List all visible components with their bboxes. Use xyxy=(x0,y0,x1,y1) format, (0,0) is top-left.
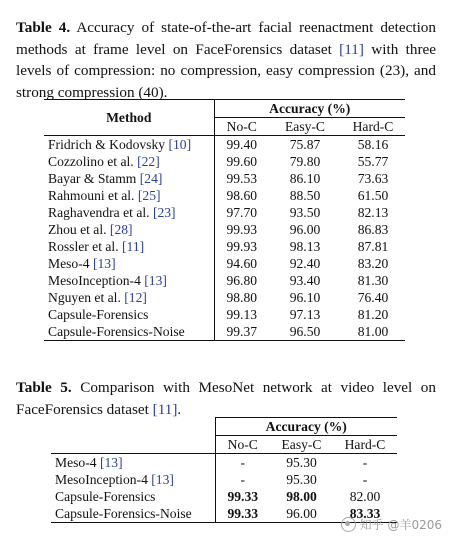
method-name: MesoInception-4 xyxy=(55,472,148,487)
value-cell: 96.50 xyxy=(269,323,341,341)
value-cell: 82.13 xyxy=(357,205,389,220)
table-row xyxy=(51,454,397,472)
citation-link[interactable]: [13] xyxy=(144,273,167,288)
table-row xyxy=(44,238,405,255)
table5-caption-text: Comparison with MesoNet network at video level on FaceForensics dataset xyxy=(16,379,436,418)
value-cell: 61.50 xyxy=(357,188,389,203)
method-name: Rahmouni et al. xyxy=(48,188,135,203)
value-cell: 93.50 xyxy=(289,205,321,220)
table-row xyxy=(44,187,405,204)
table5-label: Table 5. xyxy=(16,379,72,396)
method-cell xyxy=(44,153,214,170)
table4-col-header: Hard-C xyxy=(341,118,405,136)
value-cell: 98.00 xyxy=(286,489,317,504)
table4-col-header: Easy-C xyxy=(269,118,341,136)
method-name: MesoInception-4 xyxy=(48,273,141,288)
value-cell: 97.13 xyxy=(289,307,321,322)
method-name: Cozzolino et al. xyxy=(48,154,134,169)
table5 xyxy=(51,417,397,523)
citation-link[interactable]: [13] xyxy=(99,455,123,470)
value-cell: 55.77 xyxy=(357,154,389,169)
value-cell: 79.80 xyxy=(289,154,321,169)
value-cell: 96.80 xyxy=(214,272,269,289)
method-name: Rossler et al. xyxy=(48,239,119,254)
method-name: Bayar & Stamm xyxy=(48,171,137,186)
watermark xyxy=(341,516,442,533)
table-row xyxy=(44,289,405,306)
value-cell: 99.33 xyxy=(215,488,270,505)
value-cell: 99.37 xyxy=(214,323,269,341)
table4-caption-text: Accuracy of state-of-the-art facial reenactment detection methods at frame level on FaceForensics dataset xyxy=(16,19,436,58)
method-cell xyxy=(51,505,215,523)
method-name: Zhou et al. xyxy=(48,222,107,237)
table5-empty-subheader xyxy=(51,436,215,454)
table4-caption-tail: with three levels of compression: no compression, easy compression (23), and strong compression (40). xyxy=(16,40,437,101)
table-row xyxy=(44,323,405,341)
value-cell: 99.60 xyxy=(214,153,269,170)
table5-col-header: No-C xyxy=(215,436,270,454)
value-cell: 94.60 xyxy=(214,255,269,272)
table-row xyxy=(44,170,405,187)
value-cell: 93.40 xyxy=(289,273,321,288)
table5-accuracy-header: Accuracy (%) xyxy=(215,418,397,436)
table5-caption-end: . xyxy=(177,400,182,418)
zhihu-logo-icon xyxy=(341,517,356,532)
table4-col-header: No-C xyxy=(214,118,269,136)
value-cell: 99.33 xyxy=(215,505,270,523)
method-name: Meso-4 xyxy=(55,455,97,470)
method-cell xyxy=(44,170,214,187)
citation-link[interactable]: [11] xyxy=(122,239,145,254)
citation-link[interactable]: [13] xyxy=(151,472,174,487)
value-cell: 99.93 xyxy=(214,238,269,255)
table-row xyxy=(44,306,405,323)
value-cell: 83.33 xyxy=(333,505,397,523)
method-cell xyxy=(51,471,215,488)
citation-link[interactable]: [10] xyxy=(168,137,192,152)
value-cell: 81.20 xyxy=(357,307,389,322)
table-row xyxy=(51,488,397,505)
value-cell: 86.10 xyxy=(289,171,321,186)
value-cell: 96.10 xyxy=(289,290,321,305)
citation-link[interactable]: [25] xyxy=(137,188,161,203)
value-cell: 99.93 xyxy=(214,221,269,238)
table-row xyxy=(44,136,405,154)
value-cell: 81.30 xyxy=(357,273,389,288)
citation-link[interactable]: [24] xyxy=(139,171,163,186)
table4-caption-cite[interactable]: [11] xyxy=(339,40,364,58)
method-name: Fridrich & Kodovsky xyxy=(48,137,166,152)
value-cell: 99.13 xyxy=(214,306,269,323)
citation-link[interactable]: [13] xyxy=(92,256,116,271)
method-cell xyxy=(44,272,214,289)
method-cell xyxy=(44,187,214,204)
table-row xyxy=(51,471,397,488)
value-cell: 95.30 xyxy=(286,472,317,487)
value-cell: 98.60 xyxy=(214,187,269,204)
table4-label: Table 4. xyxy=(16,19,71,36)
table4-method-header: Method xyxy=(44,100,214,136)
value-cell: 98.80 xyxy=(214,289,269,306)
method-name: Meso-4 xyxy=(48,256,90,271)
method-name: Raghavendra et al. xyxy=(48,205,150,220)
value-cell: 95.30 xyxy=(270,454,333,472)
value-cell: 88.50 xyxy=(289,188,321,203)
method-cell xyxy=(51,488,215,505)
method-cell xyxy=(44,289,214,306)
method-cell xyxy=(44,204,214,221)
value-cell: - xyxy=(333,454,397,472)
citation-link[interactable]: [28] xyxy=(109,222,133,237)
table4-caption xyxy=(16,17,436,103)
value-cell: 97.70 xyxy=(214,204,269,221)
value-cell: 83.20 xyxy=(357,256,389,271)
method-cell xyxy=(44,323,214,341)
table-row xyxy=(44,221,405,238)
method-name: Capsule-Forensics-Noise xyxy=(48,324,185,339)
method-name: Nguyen et al. xyxy=(48,290,121,305)
method-name: Capsule-Forensics xyxy=(55,489,156,504)
method-cell xyxy=(44,255,214,272)
value-cell: 76.40 xyxy=(357,290,389,305)
method-cell xyxy=(51,454,215,472)
method-cell xyxy=(44,221,214,238)
watermark-text: 知乎 @羊0206 xyxy=(359,518,442,532)
table5-caption-cite[interactable]: [11] xyxy=(152,400,178,418)
value-cell: 96.00 xyxy=(270,505,333,523)
value-cell: 73.63 xyxy=(357,171,389,186)
value-cell: 75.87 xyxy=(269,136,341,154)
table4 xyxy=(44,99,405,341)
table5-col-header: Hard-C xyxy=(333,436,397,454)
value-cell: - xyxy=(215,454,270,472)
value-cell: 86.83 xyxy=(357,222,389,237)
value-cell: 58.16 xyxy=(341,136,405,154)
table-row xyxy=(44,204,405,221)
citation-link[interactable]: [12] xyxy=(124,290,147,305)
citation-link[interactable]: [23] xyxy=(152,205,176,220)
value-cell: 99.53 xyxy=(214,170,269,187)
table5-col-header: Easy-C xyxy=(270,436,333,454)
method-cell xyxy=(44,136,214,154)
table-row xyxy=(44,255,405,272)
value-cell: - xyxy=(215,471,270,488)
table5-caption xyxy=(16,377,436,420)
method-name: Capsule-Forensics-Noise xyxy=(55,506,192,521)
table-row xyxy=(44,153,405,170)
value-cell: 96.00 xyxy=(289,222,321,237)
method-cell xyxy=(44,238,214,255)
value-cell: 81.00 xyxy=(341,323,405,341)
table4-accuracy-header: Accuracy (%) xyxy=(214,100,405,118)
table-row xyxy=(44,272,405,289)
value-cell: 99.40 xyxy=(214,136,269,154)
method-cell xyxy=(44,306,214,323)
value-cell: - xyxy=(362,472,368,487)
method-name: Capsule-Forensics xyxy=(48,307,149,322)
value-cell: 87.81 xyxy=(357,239,389,254)
value-cell: 82.00 xyxy=(349,489,381,504)
citation-link[interactable]: [22] xyxy=(137,154,160,169)
value-cell: 92.40 xyxy=(289,256,321,271)
value-cell: 98.13 xyxy=(289,239,321,254)
table5-empty-header xyxy=(51,418,215,436)
